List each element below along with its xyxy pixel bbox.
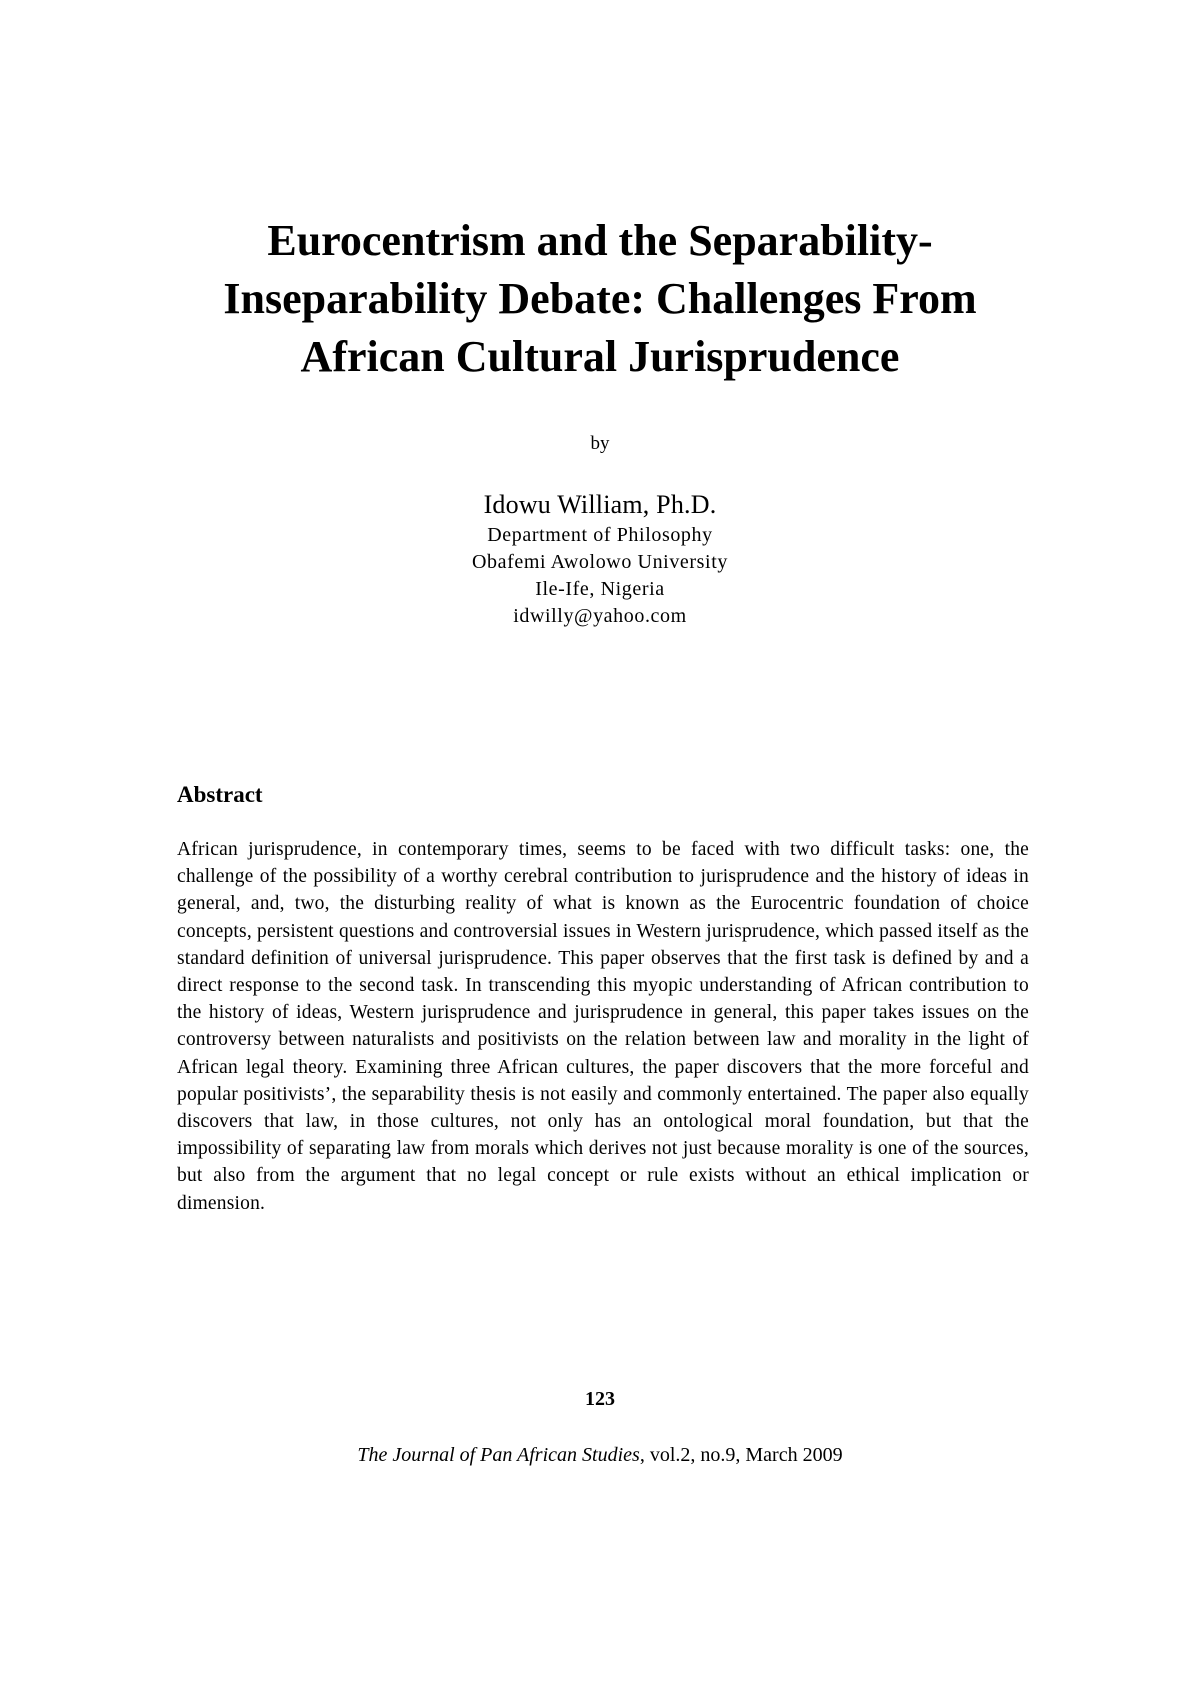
title-line-2: Inseparability Debate: Challenges From — [223, 274, 977, 323]
abstract-body: African jurisprudence, in contemporary times, seems to be faced with two difficult tasks: one, the challenge of the possibility of a worthy cerebral contribution to jurisprudence and the history of ideas in general, and, two, the disturbing reality of what is known as the Eurocentric foundation of choice concepts, persistent questions and controversial issues in Western jurisprudence, which passed itself as the standard definition of universal jurisprudence. This paper observes that the first task is defined by and a direct response to the second task. In transcending this myopic understanding of African contribution to the history of ideas, Western jurisprudence and jurisprudence in general, this paper takes issues on the controversy between naturalists and positivists on the relation between law and morality in the light of African legal theory. Examining three African cultures, the paper discovers that the more forceful and popular positivists’, the separability thesis is not easily and commonly entertained. The paper also equally discovers that law, in those cultures, not only has an ontological moral foundation, but that the impossibility of separating law from morals which derives not just because morality is one of the sources, but also from the argument that no legal concept or rule exists without an ethical implication or dimension. — [177, 839, 1029, 1214]
journal-name: The Journal of Pan African Studies — [357, 1444, 640, 1466]
author-name: Idowu William, Ph.D. — [483, 490, 717, 519]
journal-details: , vol.2, no.9, March 2009 — [639, 1444, 843, 1466]
author-department: Department of Philosophy — [487, 524, 713, 546]
paper-title — [150, 212, 1050, 386]
abstract-heading: Abstract — [177, 782, 263, 807]
author-block — [0, 488, 1200, 630]
author-location: Ile-Ife, Nigeria — [535, 578, 665, 600]
author-email: idwilly@yahoo.com — [513, 605, 687, 627]
byline: by — [590, 433, 610, 454]
title-line-3: African Cultural Jurisprudence — [300, 332, 900, 381]
journal-footer — [0, 1442, 1200, 1468]
title-line-1: Eurocentrism and the Separability- — [267, 216, 933, 265]
author-university: Obafemi Awolowo University — [472, 551, 728, 573]
page-number: 123 — [585, 1388, 615, 1410]
